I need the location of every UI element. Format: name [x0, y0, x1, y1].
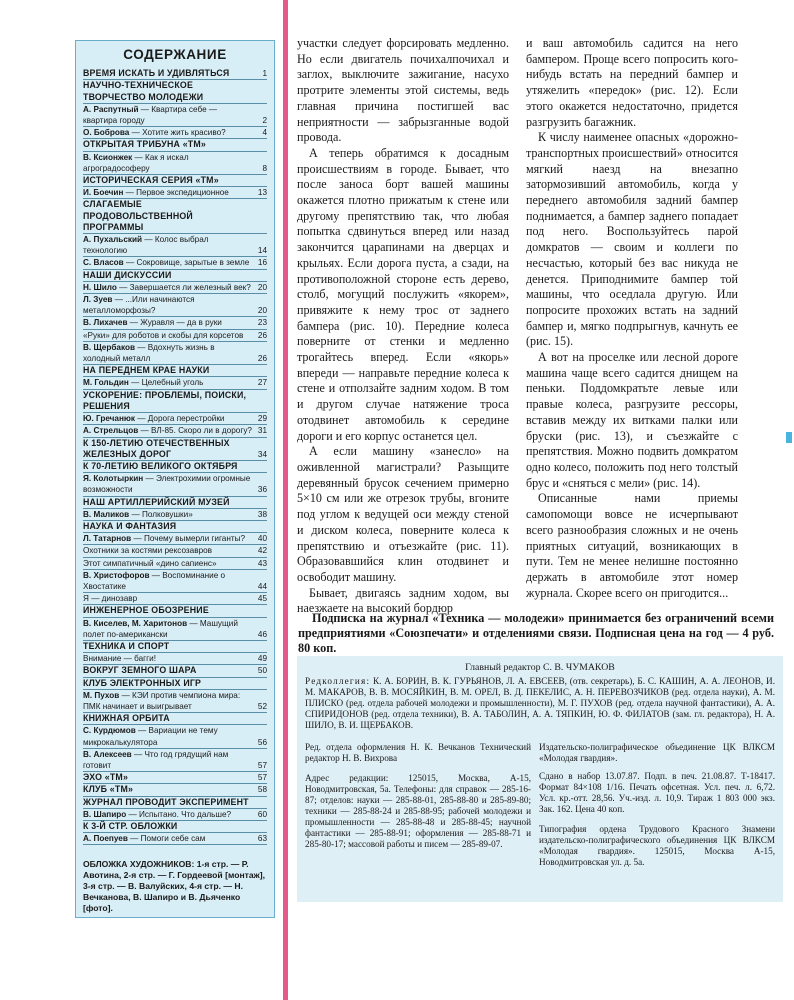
toc-entry-author: В. Шапиро — [83, 809, 127, 819]
toc-entry-text: М. Пухов — КЭИ против чемпиона мира: ПМК начинает и выигрывает — [83, 690, 241, 711]
toc-entry-author: Я. Колотыркин — [83, 474, 144, 484]
toc-entry — [83, 234, 267, 257]
toc-entry-author: С. Курдюмов — [83, 726, 136, 736]
toc-page-number: 20 — [257, 306, 267, 316]
toc-entry-title: Я — динозавр — [83, 594, 138, 604]
toc-entry — [83, 725, 267, 748]
article-paragraph: К числу наименее опасных «дорожно-транспортных происшествий» относится мягкий наезд на внезапно затормозивший автомобиль, когда у переднего автомобиля задний бампер поднимается, а бампер заднего попадает под него. Воспользуйтесь парой домкратов — своим и коллеги по несчастью, который без вас никуда не денется. Приподнимите бампер той машины, что оседлала другую. Или попросите прохожих встать на задний бампер и, мягко подпрыгнув, качнуть ее (рис. 15). — [526, 130, 739, 349]
article-paragraph: и ваш автомобиль садится на него бампером. Проще всего попросить кого-нибудь встать на передний бампер и утяжелить «передок» (рис. 12). Если этого окажется недостаточно, придется разгрузить багажник. — [526, 36, 738, 129]
toc-page-number: 13 — [257, 188, 267, 198]
toc-entry-author: В. Алексеев — [83, 749, 132, 759]
toc-section-text: К 150-ЛЕТИЮ ОТЕЧЕСТВЕННЫХ ЖЕЛЕЗНЫХ ДОРОГ — [83, 437, 230, 459]
toc-entry-text — [83, 546, 212, 555]
toc-page-number: 29 — [257, 414, 267, 424]
toc-entry-text: В. Киселев, М. Харитонов — Машущий полет по-американски — [83, 618, 238, 639]
toc-section-heading — [83, 641, 267, 653]
toc-entry-title: Внимание — багги! — [83, 654, 156, 664]
board-members: К. А. БОРИН, В. К. ГУРЬЯНОВ, Л. А. ЕВСЕЕВ, (отв. секретарь), Б. С. КАШИН, А. А. ЛЕОНОВ, И. М. МАКАРОВ, В. В. МОСЯЙКИН, В. М. ОРЕЛ, В. Д. ПЕКЕЛИС, А. Н. ПЕРЕВОЗЧИКОВ (ред. отдела науки), А. М. ПЛИСКО (ред. отдела рабочей молодежи и промышленности), М. Г. ПУХОВ (ред. отдела научной фантастики), А. А. СПИРИДОНОВ (ред. отдела техники), В. А. ТАБОЛИН, А. А. ТЯПКИН, Ю. Ф. ФИЛАТОВ (зам. гл. редактора), Н. А. ШИЛО, В. И. ЩЕРБАКОВ. — [305, 676, 775, 731]
toc-entry-title: Первое экспедиционное — [136, 188, 229, 198]
toc-page-number: 26 — [257, 330, 267, 340]
toc-page-number: 16 — [257, 258, 267, 268]
toc-entry — [83, 618, 267, 641]
toc-section-text: КЛУБ «ТМ» — [83, 784, 134, 795]
toc-entry-author: В. Маликов — [83, 509, 130, 519]
toc-section-text: КЛУБ ЭЛЕКТРОННЫХ ИГР — [83, 677, 202, 688]
toc-entry-title: Завершается ли железный век? — [129, 282, 251, 292]
toc-entry-text: В. Алексеев — Что год грядущий нам готовит — [83, 749, 229, 770]
toc-entry-title: ...Или начинаются металломорфозы? — [83, 295, 195, 316]
article-column-1 — [297, 36, 509, 617]
toc-entry — [83, 570, 267, 593]
toc-section-text: ТЕХНИКА И СПОРТ — [83, 640, 170, 651]
toc-page-number: 8 — [262, 163, 267, 173]
toc-entry-text: Ю. Гречанюк — Дорога перестройки — [83, 414, 225, 424]
toc-entry-title: КЭИ против чемпиона мира: ПМК начинает и выигрывает — [83, 690, 241, 711]
toc-page-number: 60 — [257, 809, 267, 819]
toc-entry — [83, 377, 267, 389]
toc-entry-author: М. Пухов — [83, 690, 120, 700]
toc-entry — [83, 257, 267, 269]
article-paragraph: участки следует форсировать медленно. Но если двигатель почихалпочихал и заглох, выключите зажигание, насухо протрите элементы этой системы, ведь главная причина постигшей вас неприятности — забрызганные водой провода. — [297, 36, 509, 145]
toc-page-number: 4 — [262, 128, 267, 138]
toc-entry-title: Электрохимии огромные возможности — [83, 474, 251, 495]
toc-entry-title: Полковушки» — [141, 509, 193, 519]
board-label: Редколлегия: — [305, 676, 371, 687]
toc-page-number: 14 — [257, 246, 267, 256]
toc-list — [83, 65, 267, 845]
toc-section-text: К 70-ЛЕТИЮ ВЕЛИКОГО ОКТЯБРЯ — [83, 460, 238, 471]
toc-page-number: 45 — [257, 594, 267, 604]
toc-section-text: НАШИ ДИСКУССИИ — [83, 269, 172, 280]
toc-entry-text: И. Боечин — Первое экспедиционное — [83, 188, 229, 198]
toc-entry — [83, 294, 267, 317]
design-editors: Ред. отдела оформления Н. К. Вечканов Технический редактор Н. В. Вихрова — [305, 741, 531, 763]
toc-entry-author: Н. Шило — [83, 282, 117, 292]
toc-entry-text — [83, 331, 243, 340]
toc-page-number: 56 — [257, 737, 267, 747]
toc-page-number: 46 — [257, 629, 267, 639]
toc-entry — [83, 809, 267, 821]
toc-section-text: ЭХО «ТМ» — [83, 772, 129, 783]
toc-page-number: 26 — [257, 354, 267, 364]
toc-entry-author: А. Распутный — [83, 104, 139, 114]
toc-entry-title: «Руки» для роботов и скобы для корсетов — [83, 330, 244, 340]
toc-section-heading — [83, 665, 267, 677]
toc-section-text: ИСТОРИЧЕСКАЯ СЕРИЯ «ТМ» — [83, 175, 219, 186]
typography-info: Типография ордена Трудового Красного Знамени издательско-полиграфического объединения ЦК ВЛКСМ «Молодая гвардия». 125015, Москва А-15, Новодмитровская ул. д. 5а. — [539, 824, 775, 868]
toc-entry-title: Воспоминание о Хвостатике — [83, 570, 226, 591]
toc-section-heading — [83, 678, 267, 690]
toc-entry-author: В. Щербаков — [83, 342, 135, 352]
toc-section-text: ВРЕМЯ ИСКАТЬ И УДИВЛЯТЬСЯ — [83, 68, 230, 79]
toc-section-heading — [83, 461, 267, 473]
toc-section-text: НА ПЕРЕДНЕМ КРАЕ НАУКИ — [83, 365, 210, 376]
toc-section-heading — [83, 821, 267, 833]
toc-entry-author: Л. Татарнов — [83, 534, 132, 544]
imprint-box — [297, 656, 783, 902]
article-column-2 — [526, 36, 738, 601]
toc-entry-title: Вариации не тему микрокалькулятора — [83, 726, 218, 747]
toc-section-heading — [83, 270, 267, 282]
toc-entry-text: В. Ксионжек — Как я искал агроградософеру — [83, 152, 189, 173]
toc-entry-title: Как я искал агроградософеру — [83, 152, 189, 173]
toc-entry-author: М. Гольдин — [83, 378, 129, 388]
toc-entry-title: Сокровище, зарытые в земле — [136, 258, 250, 268]
toc-entry — [83, 425, 267, 437]
page-divider-line — [283, 0, 288, 1000]
article-paragraph: Описанные нами приемы самопомощи вовсе не исчерпывают всего разнообразия сложных и не очень приятных ситуаций, возникающих в пути. Тем не менее нелишне постоянно держать в автомобиле этот номер журнала. Скорее всего он пригодится... — [526, 491, 738, 600]
toc-section-heading — [83, 65, 267, 80]
toc-page-number: 34 — [257, 449, 267, 459]
toc-section-text: НАУКА И ФАНТАЗИЯ — [83, 520, 177, 531]
toc-entry-text — [83, 559, 217, 568]
toc-section-text: КНИЖНАЯ ОРБИТА — [83, 713, 170, 724]
toc-section-text: ЖУРНАЛ ПРОВОДИТ ЭКСПЕРИМЕНТ — [83, 796, 249, 807]
toc-entry-title: Почему вымерли гиганты? — [143, 534, 246, 544]
toc-entry — [83, 127, 267, 139]
toc-entry-text: В. Лихачев — Журавля — да в руки — [83, 318, 222, 328]
toc-section-heading — [83, 80, 267, 103]
toc-section-heading — [83, 438, 267, 461]
toc-page-number: 2 — [262, 116, 267, 126]
toc-page-number: 44 — [257, 581, 267, 591]
toc-entry — [83, 533, 267, 545]
toc-section-heading — [83, 784, 267, 796]
toc-entry-text: А. Поепуев — Помоги себе сам — [83, 834, 206, 844]
toc-section-text: СЛАГАЕМЫЕ ПРОДОВОЛЬСТВЕННОЙ ПРОГРАММЫ — [83, 199, 193, 232]
toc-entry-text: Н. Шило — Завершается ли железный век? — [83, 282, 251, 292]
toc-entry-title: Журавля — да в руки — [140, 318, 222, 328]
toc-entry-author: Ю. Гречанюк — [83, 414, 136, 424]
toc-entry-text: С. Власов — Сокровище, зарытые в земле — [83, 258, 250, 268]
toc-entry-author: А. Стрельцов — [83, 426, 139, 436]
toc-page-number: 42 — [257, 546, 267, 556]
toc-entry-title: Вдохнуть жизнь в холодный металл — [83, 342, 215, 364]
toc-entry — [83, 558, 267, 570]
editorial-board — [305, 676, 775, 731]
toc-entry-text: С. Курдюмов — Вариации не тему микрокалькулятора — [83, 726, 218, 747]
toc-section-heading — [83, 497, 267, 509]
toc-entry — [83, 545, 267, 557]
toc-section-heading — [83, 605, 267, 617]
toc-entry — [83, 833, 267, 845]
toc-section-text: К 3-Й СТР. ОБЛОЖКИ — [83, 821, 178, 831]
toc-section-text: ИНЖЕНЕРНОЕ ОБОЗРЕНИЕ — [83, 605, 209, 616]
toc-entry-title: Испытано. Что дальше? — [138, 809, 232, 819]
toc-section-text: УСКОРЕНИЕ: ПРОБЛЕМЫ, ПОИСКИ, РЕШЕНИЯ — [83, 389, 247, 411]
editorial-address: Адрес редакции: 125015, Москва, А-15, Новодмитровская, 5а. Телефоны: для справок — 285-16-87; отделов: науки — 285-88-01, 285-88-80 и 285-89-80; техники — 285-88-24 и 285-88-95; рабочей молодежи и промышленности — 285-88-48 и 285-88-45; научной фантастики — 285-88-91; оформления — 285-88-71 и 285-80-17; массовой работы и писем — 285-89-07. — [305, 772, 531, 850]
toc-entry-title: Этот симпатичный «дино сапиенс» — [83, 558, 217, 568]
toc-entry-title: Что год грядущий нам готовит — [83, 749, 229, 770]
toc-page-number: 23 — [257, 318, 267, 328]
toc-entry — [83, 509, 267, 521]
toc-entry-text: Л. Татарнов — Почему вымерли гиганты? — [83, 534, 246, 544]
toc-cover-credits: ОБЛОЖКА ХУДОЖНИКОВ: 1-я стр. — Р. Авотина, 2-я стр. — Г. Гордеевой [монтаж], 3-я стр. — В. Валуйских, 4-я стр. — Н. Вечканова, В. Шапиро и В. Дьяченко [фото]. — [83, 859, 265, 914]
toc-section-heading — [83, 175, 267, 187]
toc-entry-text: А. Пухальский — Колос выбрал технологию — [83, 235, 209, 256]
toc-section-heading — [83, 390, 267, 413]
toc-page-number: 63 — [257, 834, 267, 844]
article-paragraph: А если машину «занесло» на оживленной магистрали? Разыщите деревянный брусок сечением примерно 5×10 см или же отрезок трубы, вгоните под углом к ведущей оси между стеной и диском колеса, поверните колеса к препятствию и отъезжайте (рис. 11). Образовавшийся клин отодвинет и освободит машину. — [297, 444, 509, 584]
toc-entry-text — [83, 594, 137, 603]
toc-page-number: 31 — [257, 426, 267, 436]
toc-entry-author: В. Лихачев — [83, 318, 128, 328]
toc-entry-author: А. Пухальский — [83, 235, 143, 245]
toc-entry-text: В. Шапиро — Испытано. Что дальше? — [83, 809, 232, 819]
toc-entry-author: И. Боечин — [83, 188, 124, 198]
toc-entry — [83, 413, 267, 425]
toc-entry — [83, 749, 267, 772]
toc-entry — [83, 342, 267, 365]
toc-section-heading — [83, 772, 267, 784]
toc-entry-author: В. Ксионжек — [83, 152, 133, 162]
toc-page-number: 49 — [257, 654, 267, 664]
toc-entry-text: О. Боброва — Хотите жить красиво? — [83, 128, 226, 138]
print-info: Сдано в набор 13.07.87. Подп. в печ. 21.08.87. Т-18417. Формат 84×108 1/16. Печать офсетная. Усл. печ. л. 6,72. Усл. кр.-отт. 28,56. Уч.-изд. л. 10,9. Тираж 1 803 000 экз. Зак. 162. Цена 40 коп. — [539, 770, 775, 815]
toc-entry-title: Колос выбрал технологию — [83, 235, 209, 256]
toc-entry-author: С. Власов — [83, 258, 124, 268]
article-paragraph: А теперь обратимся к досадным происшествиям в городе. Бывает, что после заноса борт вашей машины окажется плотно прижатым к стене или другому препятствию так, что любая попытка сдвинуться вперед или назад закончится царапинами на дверцах и крыльях. Если дорога пуста, а сзади, на противоположной стороне есть дерево, столб, могущий послужить «якорем», привяжите к нему трос от заднего бампера (рис. 10). Передние колеса поверните от стенки и медленно трогайтесь вперед. Если «якорь» впереди — направьте передние колеса к стене и отползайте задним ходом. В том и другом случае натяжение троса отодвинет автомобиль к середине дороги и его корпус останется цел. — [297, 145, 509, 443]
toc-section-text: ВОКРУГ ЗЕМНОГО ШАРА — [83, 665, 197, 676]
toc-entry — [83, 187, 267, 199]
toc-page-number: 57 — [257, 773, 267, 783]
toc-entry-title: Хотите жить красиво? — [142, 128, 226, 138]
article-paragraph: А вот на проселке или лесной дороге машина чаще всего садится днищем на пеньки. Поддомкратьте левые или правые колеса, разгрузите рессоры, вставив между их витками палки или бруски (рис. 13), и съезжайте с препятствия. Можно подвить домкратом одно колесо, положить под него толстый брус и «сняться с мели» (рис. 14). — [526, 350, 738, 490]
toc-page-number: 57 — [257, 760, 267, 770]
toc-entry-title: Помоги себе сам — [140, 834, 206, 844]
toc-entry-author: Л. Зуев — [83, 295, 113, 305]
toc-page-number: 52 — [257, 701, 267, 711]
toc-page-number: 27 — [257, 378, 267, 388]
toc-entry-text: Я. Колотыркин — Электрохимии огромные возможности — [83, 474, 251, 495]
toc-entry-author: А. Поепуев — [83, 834, 128, 844]
subscription-notice: Подписка на журнал «Техника — молодежи» принимается без ограничений всеми предприятиями «Союзпечати» и отделениями связи. Подписная цена на год — 4 руб. 80 коп. — [298, 611, 774, 656]
toc-entry-text: М. Гольдин — Целебный уголь — [83, 378, 204, 388]
toc-entry-text: А. Стрельцов — ВЛ-85. Скоро ли в дорогу? — [83, 426, 252, 436]
imprint-details — [305, 742, 775, 878]
toc-entry — [83, 104, 267, 127]
toc-entry-author: О. Боброва — [83, 128, 130, 138]
toc-title: СОДЕРЖАНИЕ — [123, 47, 227, 62]
toc-page-number: 50 — [257, 666, 267, 676]
toc-page-number: 40 — [257, 534, 267, 544]
toc-entry-text — [83, 654, 156, 663]
toc-page-number: 36 — [257, 485, 267, 495]
toc-panel — [75, 40, 275, 918]
toc-entry — [83, 282, 267, 294]
toc-section-text: ОТКРЫТАЯ ТРИБУНА «ТМ» — [83, 139, 206, 150]
toc-section-heading — [83, 797, 267, 809]
toc-page-number: 20 — [257, 282, 267, 292]
toc-page-number: 58 — [257, 785, 267, 795]
toc-section-heading — [83, 199, 267, 234]
toc-entry-title: ВЛ-85. Скоро ли в дорогу? — [151, 426, 252, 436]
toc-entry — [83, 690, 267, 713]
toc-entry-text: А. Распутный — Квартира себе — квартира городу — [83, 104, 218, 126]
edge-marker — [786, 432, 792, 443]
toc-section-heading — [83, 365, 267, 377]
toc-entry — [83, 653, 267, 665]
chief-editor: Главный редактор С. В. ЧУМАКОВ — [465, 662, 615, 673]
toc-page-number: 1 — [262, 69, 267, 79]
toc-entry-title: Охотники за костями рексозавров — [83, 546, 213, 556]
toc-section-text: НАШ АРТИЛЛЕРИЙСКИЙ МУЗЕЙ — [83, 496, 230, 507]
toc-entry — [83, 593, 267, 605]
toc-section-heading — [83, 139, 267, 151]
toc-entry-author: В. Киселев, М. Харитонов — [83, 618, 188, 628]
toc-entry-text: Л. Зуев — ...Или начинаются металломорфозы? — [83, 295, 195, 316]
toc-entry — [83, 473, 267, 496]
article-paragraph: Бывает, двигаясь задним ходом, вы наезжаете на высокий бордюр — [297, 585, 509, 616]
toc-entry-text: В. Щербаков — Вдохнуть жизнь в холодный металл — [83, 342, 215, 364]
toc-section-heading — [83, 521, 267, 533]
toc-entry — [83, 317, 267, 329]
publisher: Издательско-полиграфическое объединение ЦК ВЛКСМ «Молодая гвардия». — [539, 741, 775, 763]
toc-entry-text: В. Христофоров — Воспоминание о Хвостатике — [83, 570, 226, 591]
toc-entry-title: Дорога перестройки — [147, 414, 225, 424]
toc-page-number: 38 — [257, 509, 267, 519]
toc-entry-title: Целебный уголь — [141, 378, 204, 388]
toc-section-text: НАУЧНО-ТЕХНИЧЕСКОЕ ТВОРЧЕСТВО МОЛОДЕЖИ — [83, 80, 204, 102]
toc-section-heading — [83, 713, 267, 725]
toc-entry-author: В. Христофоров — [83, 570, 150, 580]
toc-page-number: 43 — [257, 558, 267, 568]
toc-entry-title: Квартира себе — квартира городу — [83, 104, 218, 126]
toc-entry — [83, 152, 267, 175]
toc-entry-title: Машущий полет по-американски — [83, 618, 238, 639]
toc-entry — [83, 330, 267, 342]
toc-entry-text: В. Маликов — Полковушки» — [83, 509, 193, 519]
